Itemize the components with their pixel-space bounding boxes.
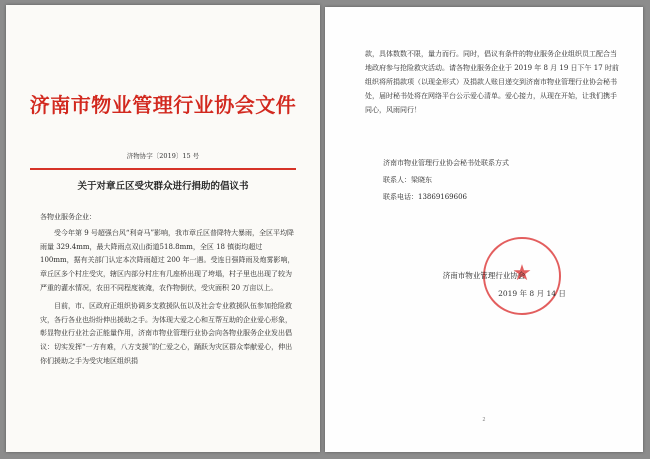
paragraph-continuation: 款，具体数数不限，量力而行。同时，倡议有条件的物业服务企业组织员工配合当地政府参与抢险救灾活动。请各物业服务企业于 2019 年 8 月 19 日下午 17 时前组织将所捐款项（以现金形式）及捐款人账目递交到济南市物业管理行业协会秘书处，届时秘书处将在网络平台公示爱心清单。爱心接力，从现在开始，让我们携手同心，风雨同行！ bbox=[365, 50, 619, 115]
salutation: 各物业服务企业： bbox=[40, 213, 96, 221]
red-divider-line bbox=[30, 168, 296, 170]
page-number: 2 bbox=[482, 417, 486, 423]
document-header-title: 济南市物业管理行业协会文件 bbox=[29, 93, 297, 117]
paragraph-disaster: 受今年第 9 号超强台风“利奇马”影响，我市章丘区普降特大暴雨，全区平均降雨量 329.4mm，最大降雨点双山街道518.8mm，全区 18 镇街均超过 100mm，据有关部门认定本次降雨超过 200 年一遇。受连日强降雨及炮雾影响，章丘区多个村庄受灾，辖区内部分村庄有几座桥出现了垮塌，村子里也出现了较为严重的灌水情况，农田不同程度被淹，农作物倒伏，受灾面积 20 万亩以上。 bbox=[40, 228, 295, 292]
paragraph-appeal: 目前，市、区政府正组织协调多支救援队伍以及社会专业救援队伍参加抢险救灾，各行各业也纷纷伸出援助之手。为体现大爱之心和互帮互助的企业爱心形象，彰显物业行业社会正能量作用，济南市物业管理行业协会向各物业服务企业发出倡议：切实发挥“一方有难，八方支援”的仁爱之心，踊跃为灾区群众奉献爱心，伸出你们援助之手为受灾地区组织捐 bbox=[40, 301, 293, 365]
document-number: 济物协字〔2019〕15 号 bbox=[126, 152, 200, 160]
document-page-1 bbox=[6, 5, 320, 452]
page-1-body bbox=[40, 211, 298, 369]
contact-heading: 济南市物业管理行业协会秘书处联系方式 bbox=[383, 159, 509, 167]
contact-phone: 联系电话：13869169606 bbox=[383, 193, 467, 202]
issuer-name: 济南市物业管理行业协会 bbox=[442, 271, 526, 280]
issue-date: 2019 年 8 月 14 日 bbox=[498, 289, 566, 298]
contact-block bbox=[383, 155, 509, 207]
document-page-2 bbox=[325, 7, 643, 452]
proposal-title: 关于对章丘区受灾群众进行捐助的倡议书 bbox=[77, 181, 249, 192]
contact-person: 联系人：梁晓东 bbox=[383, 176, 432, 185]
star-icon: ★ bbox=[512, 261, 532, 286]
page-2-body bbox=[365, 47, 619, 117]
